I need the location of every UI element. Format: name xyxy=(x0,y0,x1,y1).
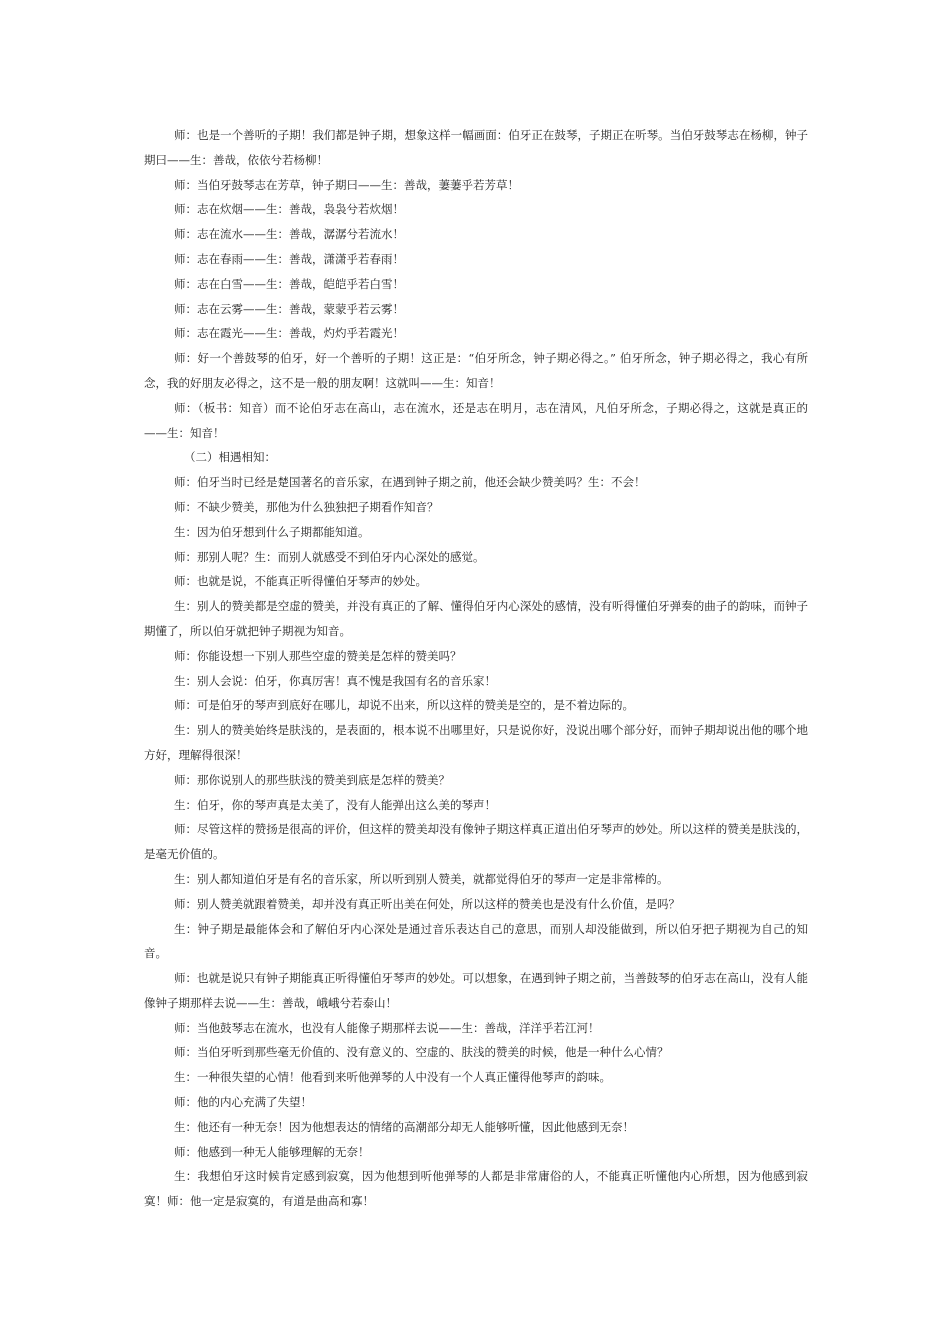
paragraph: 生：别人都知道伯牙是有名的音乐家，所以听到别人赞美，就都觉得伯牙的琴声一定是非常棒的。 xyxy=(174,871,669,886)
paragraph: 师：你能设想一下别人那些空虚的赞美是怎样的赞美吗？ xyxy=(174,648,462,663)
paragraph: 师：当伯牙听到那些毫无价值的、没有意义的、空虚的、肤浅的赞美的时候，他是一种什么心情？ xyxy=(174,1045,669,1060)
paragraph: 师：尽管这样的赞扬是很高的评价，但这样的赞美却没有像钟子期这样真正道出伯牙琴声的妙处。所以这样的赞美是肤浅的，是毫无价值的。 xyxy=(144,822,808,862)
paragraph: 师：志在白雪——生：善哉，皑皑乎若白雪！ xyxy=(174,276,404,291)
paragraph: 生：因为伯牙想到什么子期都能知道。 xyxy=(174,524,370,539)
paragraph: 生：钟子期是最能体会和了解伯牙内心深处是通过音乐表达自己的意思，而别人却没能做到，所以伯牙把子期视为自己的知音。 xyxy=(144,921,808,961)
paragraph: 师：可是伯牙的琴声到底好在哪儿，却说不出来，所以这样的赞美是空的，是不着边际的。 xyxy=(174,698,634,713)
paragraph: 生：别人的赞美都是空虚的赞美，并没有真正的了解、懂得伯牙内心深处的感情，没有听得懂伯牙弹奏的曲子的韵味，而钟子期懂了，所以伯牙就把钟子期视为知音。 xyxy=(144,599,808,638)
paragraph: 生：我想伯牙这时候肯定感到寂寞，因为他想到听他弹琴的人都是非常庸俗的人，不能真正听懂他内心所想，因为他感到寂寞！师：他一定是寂寞的，有道是曲高和寡！ xyxy=(144,1169,808,1209)
paragraph: 师：那你说别人的那些肤浅的赞美到底是怎样的赞美？ xyxy=(174,772,450,787)
paragraph: 师：当他鼓琴志在流水，也没有人能像子期那样去说——生：善哉，洋洋乎若江河！ xyxy=(174,1020,600,1035)
paragraph: 生：别人会说：伯牙，你真厉害！真不愧是我国有名的音乐家！ xyxy=(174,673,496,688)
paragraph: 师：也就是说只有钟子期能真正听得懂伯牙琴声的妙处。可以想象，在遇到钟子期之前，当善鼓琴的伯牙志在高山，没有人能像钟子期那样去说——生：善哉，峨峨兮若泰山！ xyxy=(144,971,808,1010)
paragraph: 师：好一个善鼓琴的伯牙，好一个善听的子期！这正是：“伯牙所念，钟子期必得之。” 伯牙所念，钟子期必得之，我心有所念，我的好朋友必得之，这不是一般的朋友啊！这就叫——生：知音！ xyxy=(144,351,808,390)
section-heading: （二）相遇相知： xyxy=(184,450,276,465)
paragraph: 生：伯牙，你的琴声真是太美了，没有人能弹出这么美的琴声！ xyxy=(174,797,496,812)
paragraph: 师：伯牙当时已经是楚国著名的音乐家，在遇到钟子期之前，他还会缺少赞美吗？生：不会！ xyxy=(174,475,646,490)
paragraph: 师：不缺少赞美，那他为什么独独把子期看作知音？ xyxy=(174,499,439,514)
paragraph: 师：（板书：知音）而不论伯牙志在高山，志在流水，还是志在明月，志在清风，凡伯牙所念，子期必得之，这就是真正的——生：知音！ xyxy=(144,400,808,440)
paragraph: 师：志在云雾——生：善哉，蒙蒙乎若云雾！ xyxy=(174,301,404,316)
paragraph: 生：别人的赞美始终是肤浅的，是表面的，根本说不出哪里好，只是说你好，没说出哪个部分好，而钟子期却说出他的哪个地方好，理解得很深！ xyxy=(144,723,808,762)
paragraph: 师：别人赞美就跟着赞美，却并没有真正听出美在何处，所以这样的赞美也是没有什么价值，是吗？ xyxy=(174,896,680,911)
document-body xyxy=(144,123,808,1214)
paragraph: 生：他还有一种无奈！因为他想表达的情绪的高潮部分却无人能够听懂，因此他感到无奈！ xyxy=(174,1119,634,1134)
paragraph: 师：志在炊烟——生：善哉，袅袅兮若炊烟！ xyxy=(174,202,404,217)
paragraph: 师：他的内心充满了失望！ xyxy=(174,1095,312,1110)
paragraph: 师：也就是说，不能真正听得懂伯牙琴声的妙处。 xyxy=(174,574,427,589)
paragraph: 师：志在春雨——生：善哉，潇潇乎若春雨！ xyxy=(174,251,404,266)
paragraph: 师：那别人呢？生：而别人就感受不到伯牙内心深处的感觉。 xyxy=(174,549,485,564)
paragraph: 师：当伯牙鼓琴志在芳草，钟子期曰——生：善哉，萋萋乎若芳草！ xyxy=(174,177,519,192)
paragraph: 师：也是一个善听的子期！我们都是钟子期，想象这样一幅画面：伯牙正在鼓琴，子期正在听琴。当伯牙鼓琴志在杨柳，钟子期曰——生：善哉，依依兮若杨柳！ xyxy=(144,128,808,167)
paragraph: 生：一种很失望的心情！他看到来听他弹琴的人中没有一个人真正懂得他琴声的韵味。 xyxy=(174,1070,611,1085)
paragraph: 师：他感到一种无人能够理解的无奈！ xyxy=(174,1144,370,1159)
paragraph: 师：志在流水——生：善哉，潺潺兮若流水！ xyxy=(174,227,404,242)
paragraph: 师：志在霞光——生：善哉，灼灼乎若霞光！ xyxy=(174,326,404,341)
